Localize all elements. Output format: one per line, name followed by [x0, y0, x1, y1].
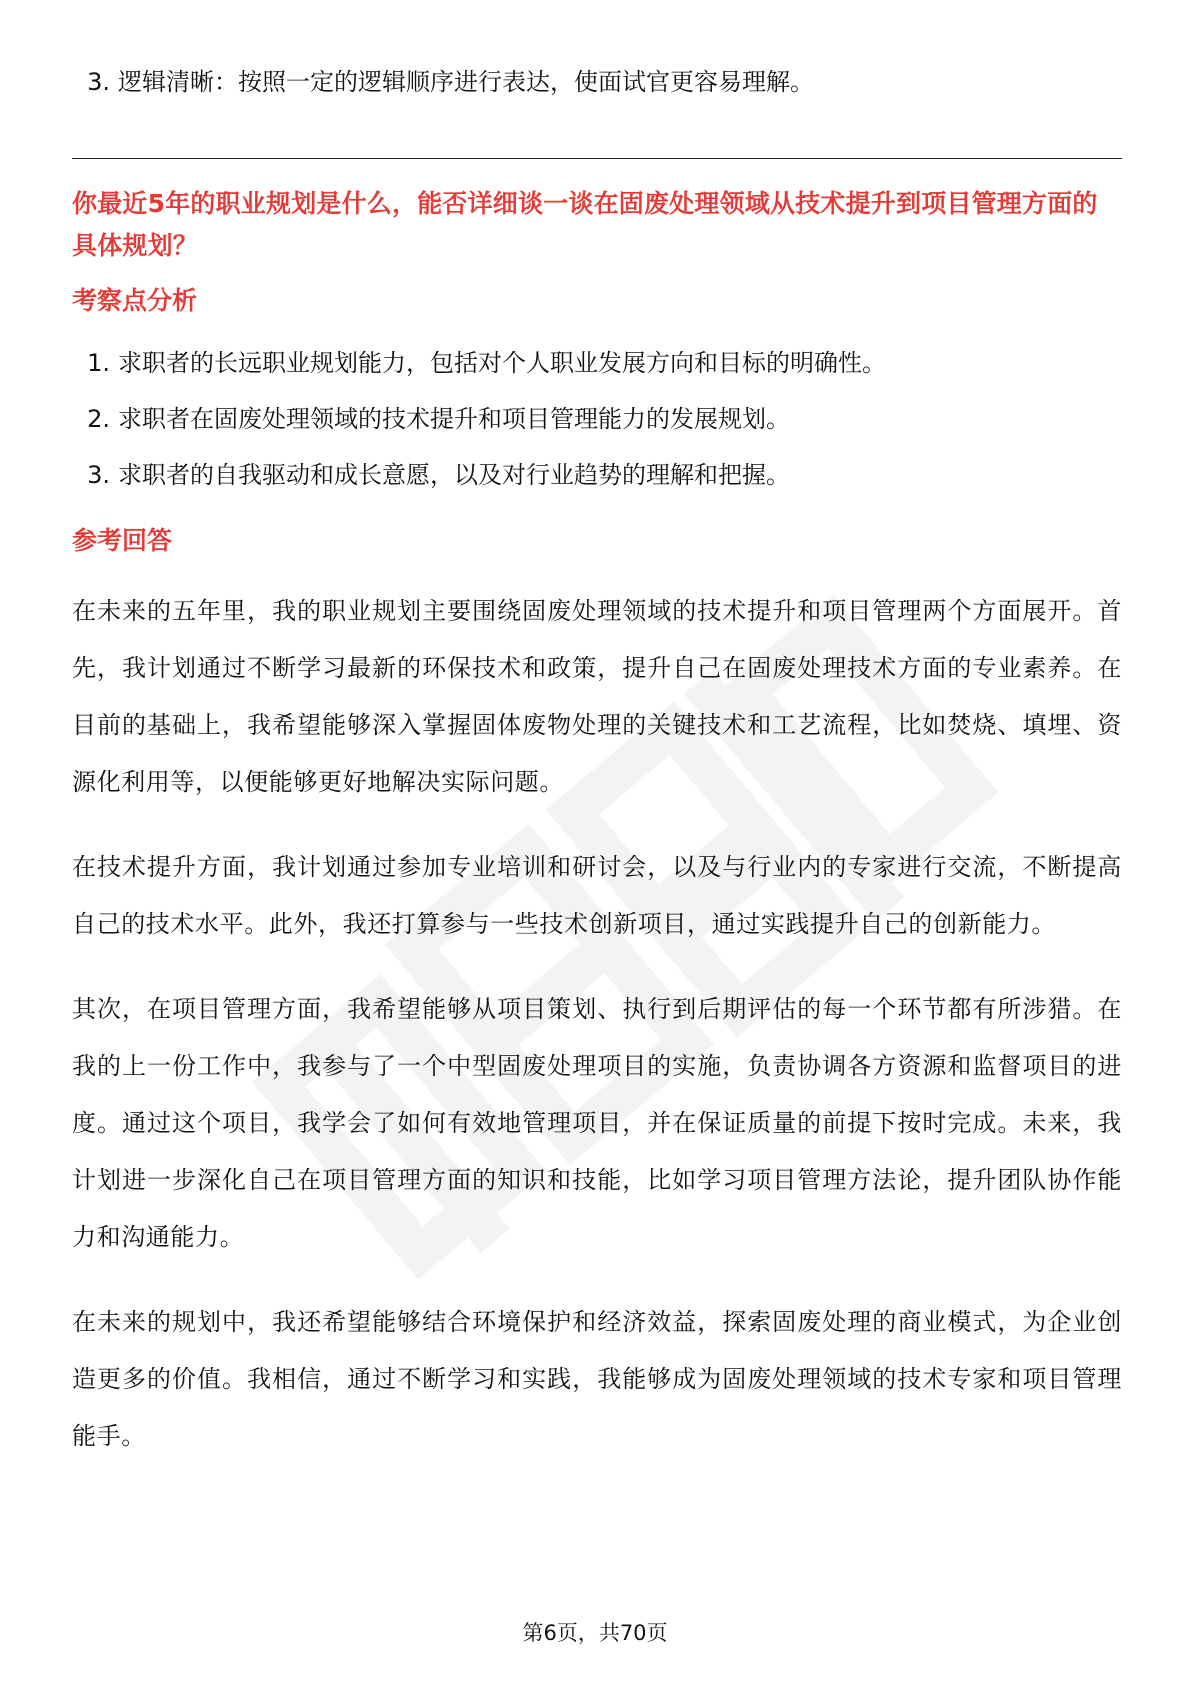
list-text: 逻辑清晰：按照一定的逻辑顺序进行表达，使面试官更容易理解。 [118, 68, 814, 96]
analysis-list [72, 343, 1122, 495]
answer-heading: 参考回答 [72, 526, 173, 555]
list-number: 1. [87, 349, 110, 377]
list-item [72, 62, 1122, 102]
answer-paragraph: 在未来的规划中，我还希望能够结合环境保护和经济效益，探索固废处理的商业模式，为企业创造更多的价值。我相信，通过不断学习和实践，我能够成为固废处理领域的技术专家和项目管理能手。 [72, 1308, 1122, 1450]
page-footer: 第6页，共70页 [522, 1621, 668, 1645]
answer-paragraph: 在未来的五年里，我的职业规划主要围绕固废处理领域的技术提升和项目管理两个方面展开。首先，我计划通过不断学习最新的环保技术和政策，提升自己在固废处理技术方面的专业素养。在目前的基础上，我希望能够深入掌握固体废物处理的关键技术和工艺流程，比如焚烧、填埋、资源化利用等，以便能够更好地解决实际问题。 [72, 597, 1122, 796]
page-content [72, 62, 1122, 1493]
list-number: 3. [87, 461, 110, 489]
list-item [72, 343, 1122, 383]
list-number: 3. [87, 68, 110, 96]
continued-list [72, 62, 1122, 102]
list-item [72, 399, 1122, 439]
list-number: 2. [87, 405, 110, 433]
section-divider [72, 158, 1122, 159]
list-text: 求职者的长远职业规划能力，包括对个人职业发展方向和目标的明确性。 [118, 349, 886, 377]
answer-paragraph: 其次，在项目管理方面，我希望能够从项目策划、执行到后期评估的每一个环节都有所涉猎。在我的上一份工作中，我参与了一个中型固废处理项目的实施，负责协调各方资源和监督项目的进度。通过这个项目，我学会了如何有效地管理项目，并在保证质量的前提下按时完成。未来，我计划进一步深化自己在项目管理方面的知识和技能，比如学习项目管理方法论，提升团队协作能力和沟通能力。 [72, 995, 1122, 1251]
question-heading: 你最近5年的职业规划是什么，能否详细谈一谈在固废处理领域从技术提升到项目管理方面的具体规划？ [72, 189, 1098, 260]
list-text: 求职者在固废处理领域的技术提升和项目管理能力的发展规划。 [118, 405, 790, 433]
list-text: 求职者的自我驱动和成长意愿，以及对行业趋势的理解和把握。 [118, 461, 790, 489]
analysis-heading: 考察点分析 [72, 286, 198, 315]
answer-paragraph: 在技术提升方面，我计划通过参加专业培训和研讨会，以及与行业内的专家进行交流，不断提高自己的技术水平。此外，我还打算参与一些技术创新项目，通过实践提升自己的创新能力。 [72, 853, 1122, 938]
list-item [72, 455, 1122, 495]
